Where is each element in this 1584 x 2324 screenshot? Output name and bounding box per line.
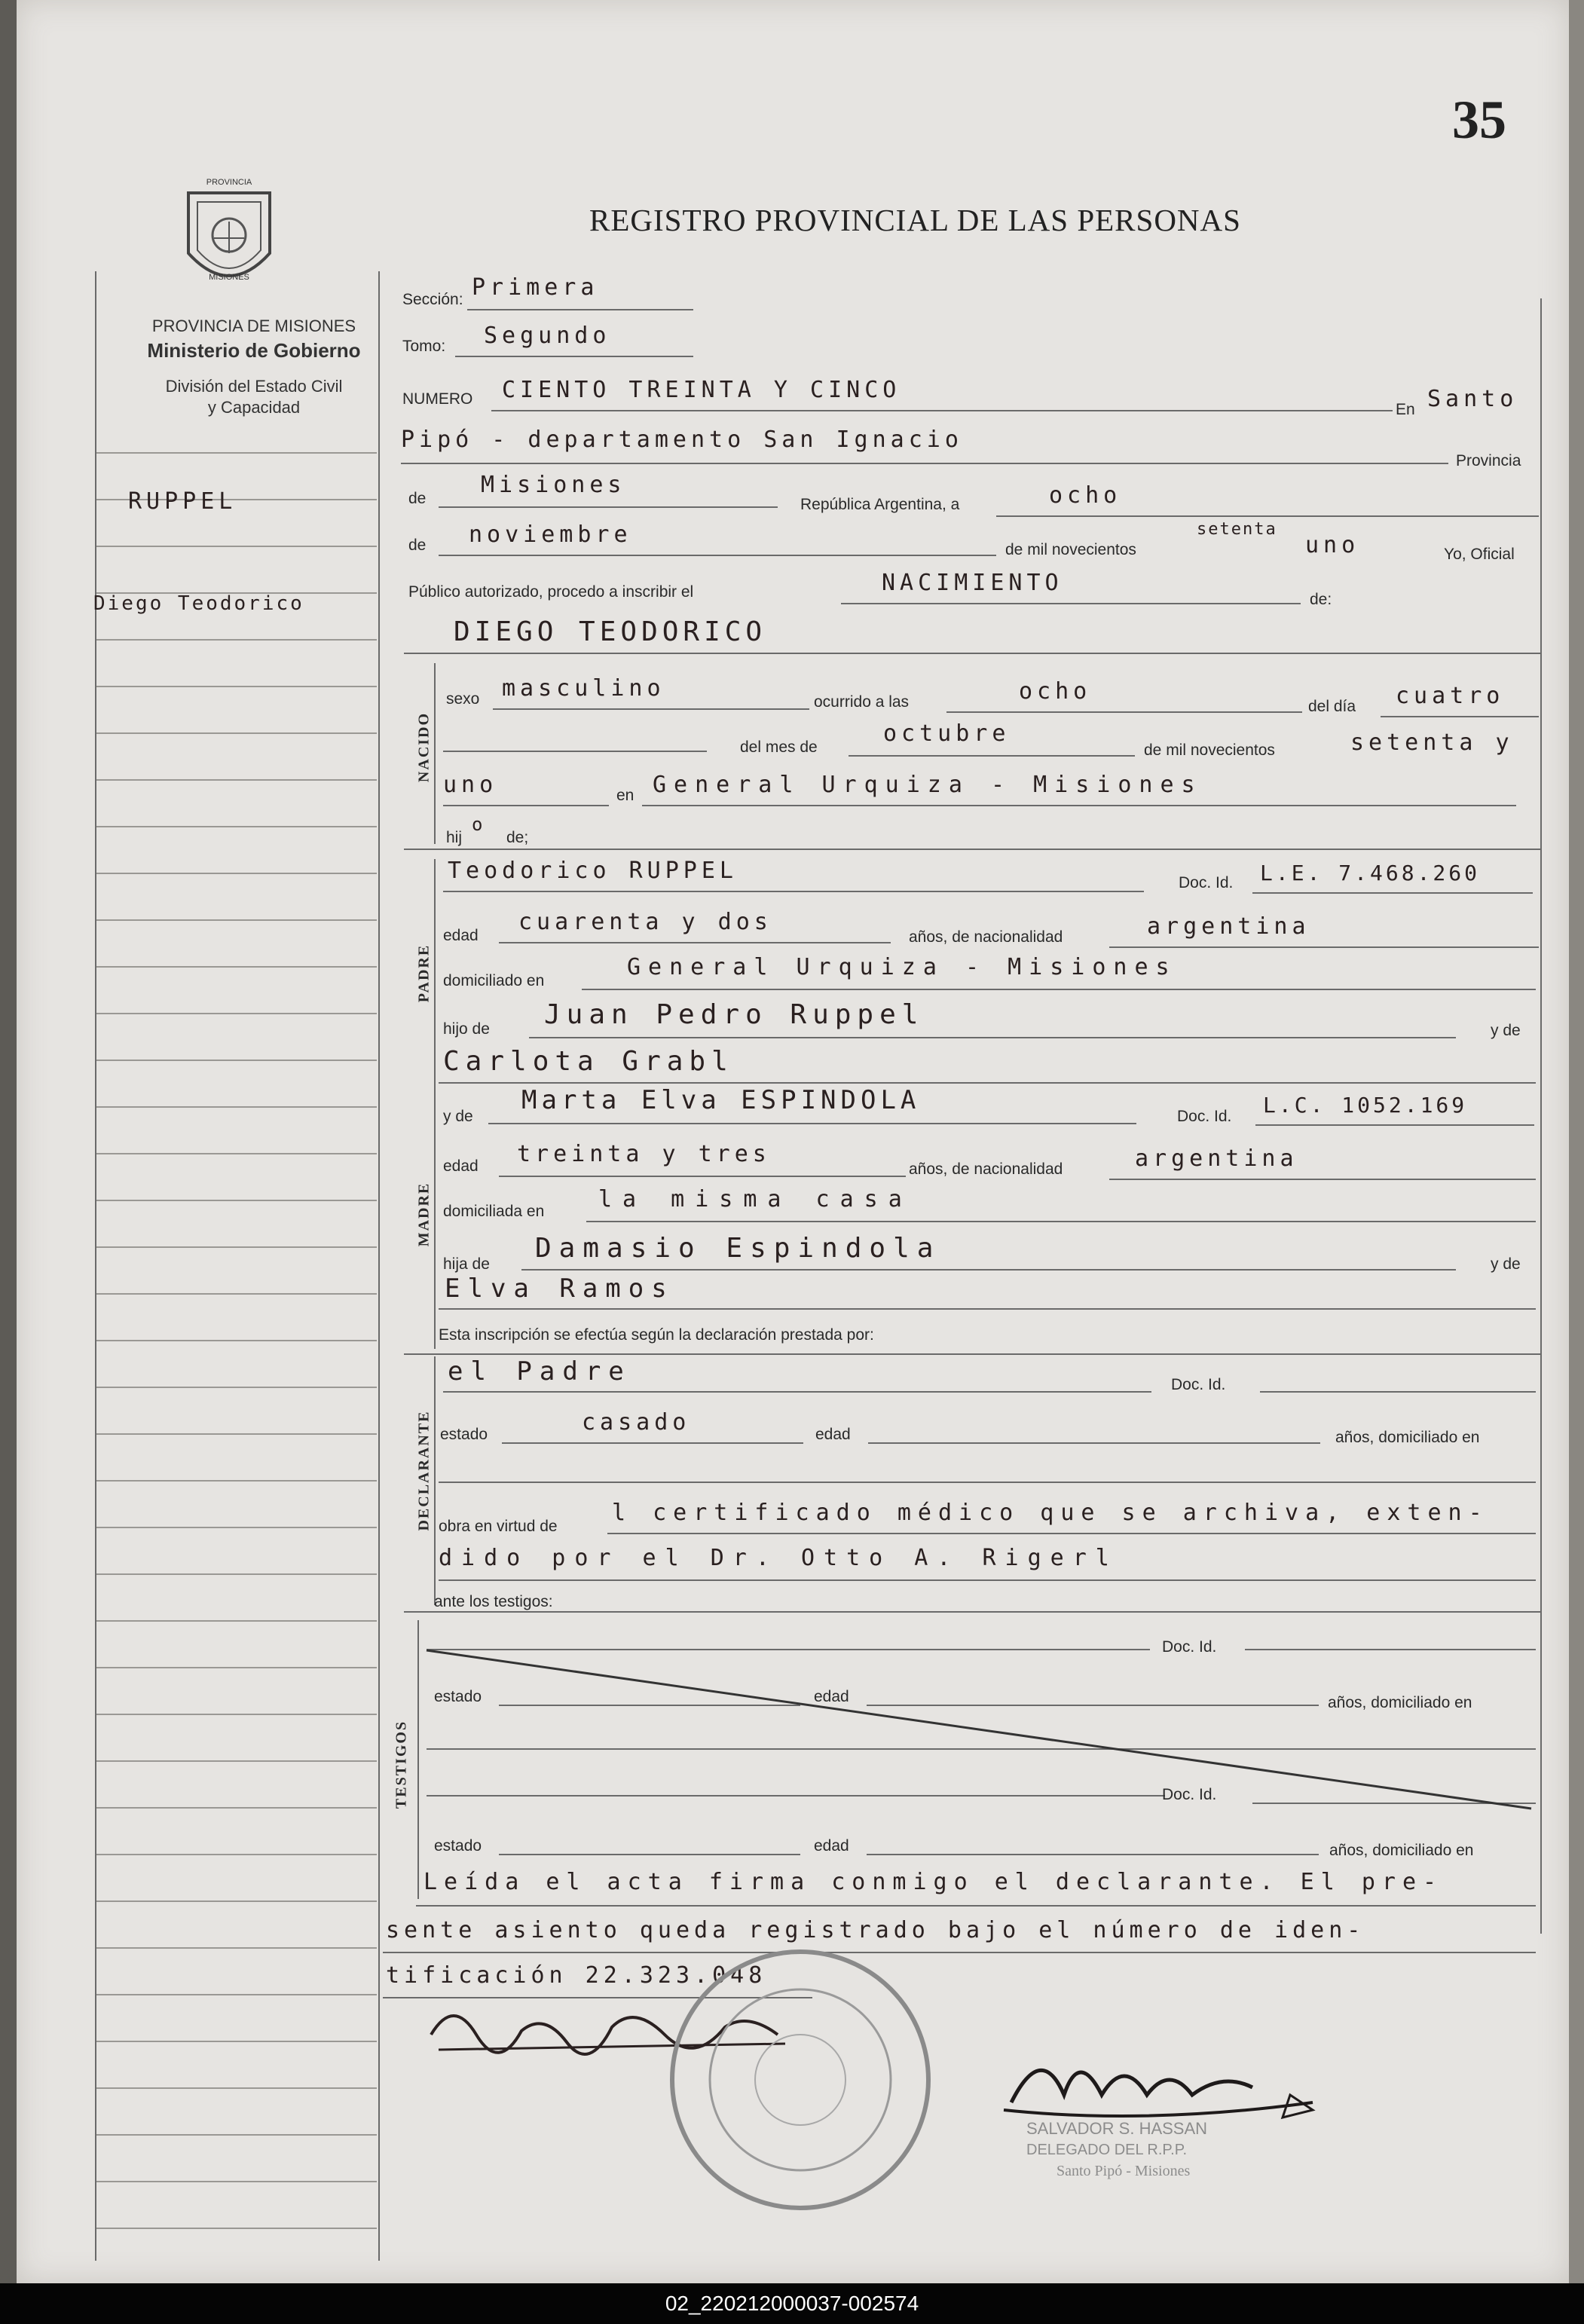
ocurrido-label: ocurrido a las [814, 693, 910, 711]
madre-nombre-value: Marta Elva ESPINDOLA [521, 1085, 921, 1115]
madre-doc-value: L.C. 1052.169 [1263, 1093, 1468, 1118]
margin-rule-line [96, 1714, 377, 1715]
madre-domicilio-value: la misma casa [598, 1186, 913, 1212]
testigo1-edad-label: edad [814, 1688, 849, 1705]
en-place-value: Santo [1427, 386, 1518, 412]
padre-doc-value: L.E. 7.468.260 [1260, 861, 1481, 885]
stamp-name: SALVADOR S. HASSAN [1026, 2119, 1208, 2138]
de2-label: de: [1310, 591, 1332, 608]
de-label: de [408, 490, 427, 507]
mes-value: octubre [883, 720, 1011, 747]
tomo-value: Segundo [484, 323, 611, 349]
official-seal [665, 1944, 936, 2215]
margin-rule-line [96, 826, 377, 827]
madre-padre-value: Damasio Espindola [535, 1233, 941, 1264]
margin-rule-line [96, 1994, 377, 1995]
padre-domicilio-value: General Urquiza - Misiones [627, 954, 1177, 980]
margin-rule-line [96, 1153, 377, 1154]
de-mil-label: de mil novecientos [1005, 541, 1136, 558]
margin-rule-line [96, 2134, 377, 2136]
de3-label: de; [506, 829, 529, 846]
nacido-side-label: NACIDO [415, 711, 433, 783]
margin-rule-line [96, 546, 377, 547]
madre-edad-value: treinta y tres [517, 1141, 771, 1167]
margin-rule-line [96, 1900, 377, 1902]
emblem-top-text: PROVINCIA [206, 178, 252, 187]
padre-edad-value: cuarenta y dos [518, 909, 772, 935]
provincia-label: Provincia [1456, 452, 1521, 469]
sexo-label: sexo [446, 690, 480, 708]
nombre-value: DIEGO TEODORICO [454, 616, 767, 647]
margin-surname: RUPPEL [128, 488, 237, 515]
margin-rule-line [96, 1293, 377, 1295]
publico-label: Público autorizado, procedo a inscribir el [408, 583, 694, 601]
left-header-line2: Ministerio de Gobierno [147, 339, 361, 362]
padre-madre-value: Carlota Grabl [443, 1046, 734, 1077]
inscripcion-label: Esta inscripción se efectúa según la declaración prestada por: [439, 1326, 874, 1344]
seccion-value: Primera [472, 274, 599, 301]
nota-line2: sente asiento queda registrado bajo el número de iden- [386, 1917, 1365, 1943]
testigo1-domicilio-label: años, domiciliado en [1328, 1694, 1472, 1711]
testigo2-doc-label: Doc. Id. [1162, 1786, 1217, 1803]
de-mil2-label: de mil novecientos [1144, 742, 1275, 759]
margin-rule-line [96, 873, 377, 874]
hijo-label: hij [446, 829, 463, 846]
hora-value: ocho [1019, 678, 1092, 705]
stamp-place: Santo Pipó - Misiones [1057, 2163, 1191, 2179]
document-page [17, 0, 1569, 2283]
padre-hijo-de-label: hijo de [443, 1020, 490, 1038]
sexo-value: masculino [502, 675, 665, 702]
de-label-2: de [408, 537, 427, 554]
margin-rule-line [96, 452, 377, 454]
padre-y-de-label: y de [1491, 1022, 1521, 1039]
republica-label: República Argentina, a [800, 496, 960, 513]
margin-rule-line [96, 1060, 377, 1061]
margin-rule-line [96, 779, 377, 781]
padre-side-label: PADRE [415, 943, 433, 1003]
anio-correccion-value: setenta [1197, 520, 1277, 539]
acto-value: NACIMIENTO [882, 570, 1063, 596]
margin-rule-line [96, 1200, 377, 1201]
page-number: 35 [1452, 90, 1506, 150]
place-line2-value: Pipó - departamento San Ignacio [401, 427, 963, 453]
ante-testigos-label: ante los testigos: [434, 1593, 553, 1610]
fecha-dia-value: ocho [1049, 482, 1122, 509]
right-border [1540, 298, 1542, 1934]
declarante-doc-label: Doc. Id. [1171, 1376, 1226, 1393]
left-header-line1: PROVINCIA DE MISIONES [151, 316, 356, 335]
madre-domicilio-label: domiciliada en [443, 1203, 545, 1220]
declarante-estado-label: estado [440, 1426, 488, 1443]
padre-nombre-value: Teodorico RUPPEL [448, 858, 738, 884]
anio-nac2-value: uno [443, 772, 498, 798]
margin-rule-line [96, 686, 377, 687]
padre-padre-value: Juan Pedro Ruppel [544, 999, 925, 1030]
obra-label: obra en virtud de [439, 1518, 558, 1535]
madre-doc-label: Doc. Id. [1177, 1108, 1232, 1125]
madre-madre-value: Elva Ramos [445, 1274, 674, 1304]
margin-rule-line [96, 2041, 377, 2042]
margin-rule-line [96, 2228, 377, 2229]
declarante-edad-label: edad [815, 1426, 851, 1443]
margin-rule-line [96, 1106, 377, 1108]
page-title: REGISTRO PROVINCIAL DE LAS PERSONAS [589, 203, 1241, 237]
margin-rule-line [96, 639, 377, 641]
tomo-label: Tomo: [402, 338, 446, 355]
declarante-side-label: DECLARANTE [415, 1410, 433, 1531]
testigo2-edad-label: edad [814, 1837, 849, 1855]
margin-divider [378, 271, 380, 2261]
margin-rule-line [96, 2181, 377, 2182]
stamp-role: DELEGADO DEL R.P.P. [1026, 2142, 1188, 2158]
en2-label: en [616, 787, 635, 804]
fecha-mes-value: noviembre [469, 521, 632, 548]
margin-rule-line [96, 1947, 377, 1949]
margin-rule-line [96, 1527, 377, 1528]
yo-oficial-label: Yo, Oficial [1444, 546, 1515, 563]
page-edge [1569, 0, 1584, 2283]
declarante-domicilio-label: años, domiciliado en [1335, 1429, 1480, 1446]
madre-edad-label: edad [443, 1157, 479, 1175]
obra-value-2: dido por el Dr. Otto A. Rigerl [439, 1545, 1118, 1571]
testigo2-domicilio-label: años, domiciliado en [1329, 1842, 1474, 1859]
seccion-label: Sección: [402, 291, 463, 308]
testigos-strike-line [424, 1647, 1539, 1813]
numero-label: NUMERO [402, 390, 473, 408]
margin-given-names: Diego Teodorico [93, 592, 304, 615]
declarante-estado-value: casado [582, 1409, 691, 1436]
emblem-bottom-text: MISIONES [209, 273, 249, 282]
padre-nacionalidad-value: argentina [1147, 913, 1310, 940]
declarante-value: el Padre [448, 1356, 631, 1387]
margin-rule-line [96, 1340, 377, 1341]
margin-rule-line [96, 1387, 377, 1388]
left-header-line3: División del Estado Civil [165, 377, 343, 396]
margin-rule-line [96, 1807, 377, 1809]
margin-rule-line [96, 1760, 377, 1762]
madre-hija-de-label: hija de [443, 1255, 490, 1273]
nota-line1: Leída el acta firma conmigo el declarante. El pre- [424, 1869, 1444, 1895]
madre-y-de-label: y de [443, 1108, 473, 1125]
del-mes-label: del mes de [740, 738, 818, 756]
margin-rule-line [96, 1573, 377, 1575]
margin-rule-line [96, 732, 377, 734]
margin-rule-line [96, 1480, 377, 1482]
margin-rule-line [96, 2087, 377, 2089]
madre-nac-label: años, de nacionalidad [909, 1160, 1063, 1178]
hijo-sufijo-value: o [472, 814, 488, 835]
numero-value: CIENTO TREINTA Y CINCO [502, 377, 901, 403]
madre-side-label: MADRE [415, 1182, 433, 1247]
en-label: En [1396, 401, 1415, 418]
madre-nacionalidad-value: argentina [1135, 1145, 1298, 1172]
padre-domicilio-label: domiciliado en [443, 972, 545, 989]
provincia-value: Misiones [481, 472, 626, 498]
padre-edad-label: edad [443, 927, 479, 944]
margin-rule-line [96, 1854, 377, 1855]
margin-rule-line [96, 1433, 377, 1435]
dia-value: cuatro [1396, 683, 1505, 709]
margin-rule-line [96, 1667, 377, 1668]
obra-value: l certificado médico que se archiva, exten- [612, 1500, 1489, 1526]
madre-y-de-label-2: y de [1491, 1255, 1521, 1273]
scan-label: 02_220212000037-002574 [0, 2283, 1584, 2324]
del-dia-label: del día [1308, 698, 1356, 715]
margin-rule-line [96, 966, 377, 968]
left-header-line4: y Capacidad [207, 398, 301, 417]
testigo1-doc-label: Doc. Id. [1162, 1638, 1217, 1656]
province-emblem-icon [181, 178, 277, 298]
lugar-nac-value: General Urquiza - Misiones [653, 772, 1203, 798]
anio-value: uno [1305, 532, 1360, 558]
testigos-side-label: TESTIGOS [393, 1720, 410, 1809]
anio-nac-value: setenta y [1350, 729, 1514, 756]
margin-rule-line [96, 1620, 377, 1622]
margin-rule-line [96, 919, 377, 921]
left-margin-rule [95, 271, 96, 2261]
padre-doc-label: Doc. Id. [1179, 874, 1234, 891]
margin-rule-line [96, 1246, 377, 1248]
testigo2-estado-label: estado [434, 1837, 482, 1855]
margin-rule-line [96, 1013, 377, 1014]
padre-nac-label: años, de nacionalidad [909, 928, 1063, 946]
testigo1-estado-label: estado [434, 1688, 482, 1705]
nota-line3: tificación 22.323.048 [386, 1962, 767, 1989]
